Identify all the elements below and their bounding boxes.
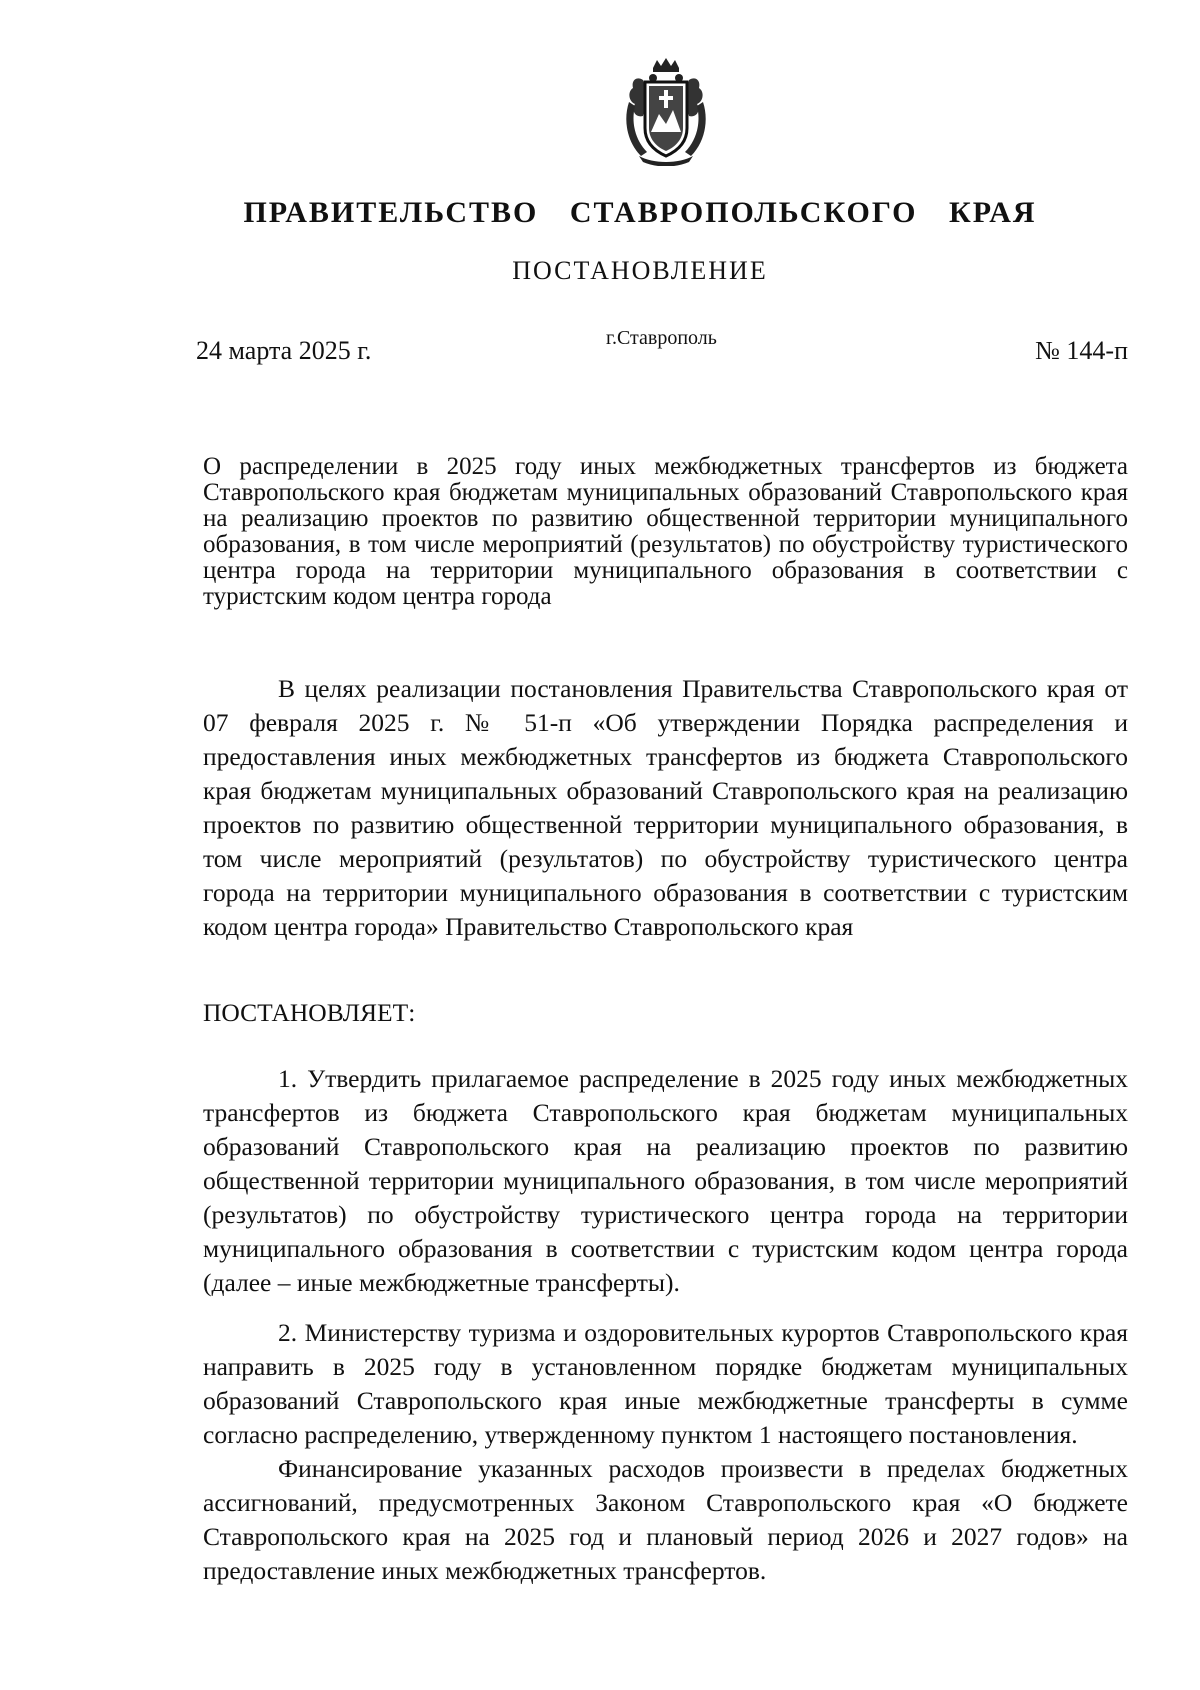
government-title: ПРАВИТЕЛЬСТВО СТАВРОПОЛЬСКОГО КРАЯ (243, 196, 1037, 229)
document-subject: О распределении в 2025 году иных межбюджетных трансфертов из бюджета Ставропольского края бюджетам муниципальных образований Ставропольского края на реализацию проектов по развитию общественной территории муниципального образования, в том числе мероприятий (результатов) по обустройству туристического центра города на территории муниципального образования в соответствии с туристским кодом центра города (203, 453, 1128, 610)
document-number: № 144-п (1035, 336, 1128, 365)
item-2-paragraph: 2. Министерству туризма и оздоровительных курортов Ставропольского края направить в 2025 году в установленном порядке бюджетам муниципальных образований Ставропольского края иные межбюджетные трансферты в сумме согласно распределению, утвержденному пунктом 1 настоящего постановления. (203, 1318, 1128, 1449)
item-2-financing-paragraph: Финансирование указанных расходов произвести в пределах бюджетных ассигнований, предусмотренных Законом Ставропольского края «О бюджете Ставропольского края на 2025 год и плановый период 2026 и 2027 годов» на предоставление иных межбюджетных трансфертов. (203, 1454, 1128, 1585)
document-type: ПОСТАНОВЛЕНИЕ (512, 256, 768, 285)
item-1-paragraph: 1. Утвердить прилагаемое распределение в 2025 году иных межбюджетных трансфертов из бюджета Ставропольского края бюджетам муниципальных образований Ставропольского края на реализацию проектов по развитию общественной территории муниципального образования, в том числе мероприятий (результатов) по обустройству туристического центра города на территории муниципального образования в соответствии с туристским кодом центра города (далее – иные межбюджетные трансферты). (203, 1064, 1128, 1297)
document-city: г.Ставрополь (606, 327, 717, 349)
preamble-paragraph: В целях реализации постановления Правительства Ставропольского края от 07 февраля 2025 г. № 51-п «Об утверждении Порядка распределения и предоставления иных межбюджетных трансфертов из бюджета Ставропольского края бюджетам муниципальных образований Ставропольского края на реализацию проектов по развитию общественной территории муниципального образования, в том числе мероприятий (результатов) по обустройству туристического центра города на территории муниципального образования в соответствии с туристским кодом центра города» Правительство Ставропольского края (203, 674, 1128, 941)
decree-heading: ПОСТАНОВЛЯЕТ: (203, 998, 416, 1027)
coat-of-arms-icon (623, 58, 709, 166)
document-date: 24 марта 2025 г. (196, 336, 372, 365)
